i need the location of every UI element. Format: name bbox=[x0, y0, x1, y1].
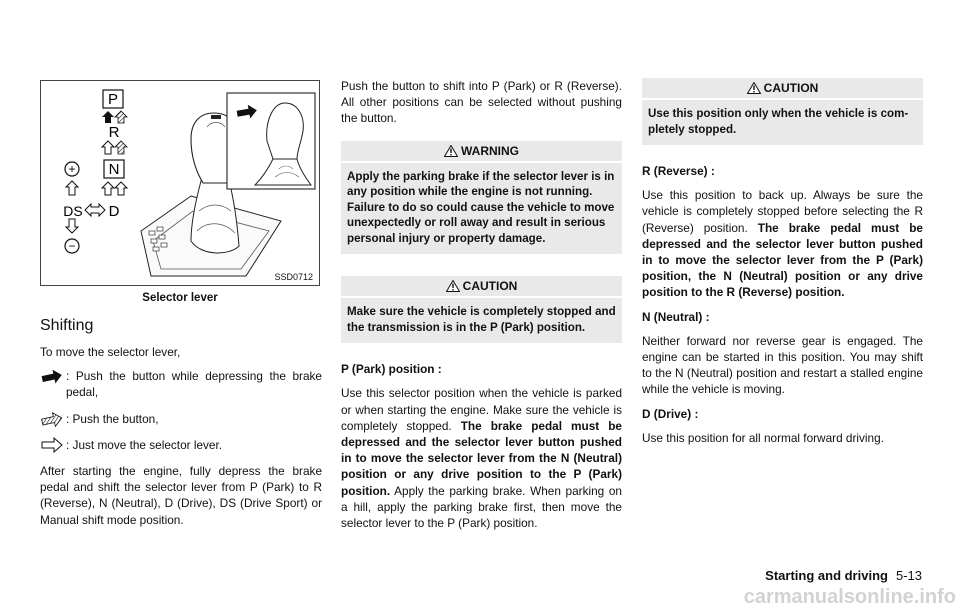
after-start-text: After starting the engine, fully depress the brake pedal and shift the selector lever from P (Park) to R (Reverse), N (Neutral), D (Drive), DS (Drive Sport) or Manual shift mode position. bbox=[40, 464, 322, 527]
warning-header bbox=[341, 141, 622, 163]
footer-section: Starting and driving bbox=[765, 568, 888, 583]
gear-r-label: R bbox=[108, 124, 120, 141]
caution-header-2 bbox=[642, 78, 923, 100]
legend-item-outline bbox=[40, 437, 322, 453]
column-3 bbox=[642, 78, 923, 454]
reverse-paragraph bbox=[642, 187, 923, 300]
filled-arrow-icon bbox=[40, 368, 66, 384]
hatched-arrow-icon bbox=[40, 411, 66, 427]
park-text-1: Use this selector position when the vehicle is parked or when starting the engine. Make sure the vehicle is completely stopped. bbox=[341, 386, 622, 433]
caution-box-1 bbox=[341, 276, 622, 343]
caution-header-1 bbox=[341, 276, 622, 298]
park-heading: P (Park) position : bbox=[341, 362, 442, 377]
outline-arrow-icon bbox=[40, 437, 66, 453]
caution-triangle-icon bbox=[446, 280, 460, 292]
push-button-text: Push the button to shift into P (Park) or R (Reverse). All other positions can be selected without pushing the button. bbox=[341, 79, 622, 126]
legend-item-hatched bbox=[40, 411, 322, 427]
gear-p-label: P bbox=[107, 91, 119, 108]
neutral-text: Neither forward nor reverse gear is engaged. The engine can be started in this position. You may shift to the N (Neutral) position and restart a stalled engine while the vehicle is moving. bbox=[642, 333, 923, 397]
manual-minus-label: − bbox=[68, 239, 76, 253]
gear-ds-label: DS bbox=[63, 203, 83, 219]
drive-heading: D (Drive) : bbox=[642, 406, 699, 421]
drive-text: Use this position for all normal forward driving. bbox=[642, 430, 884, 445]
manual-plus-label: + bbox=[68, 162, 76, 176]
caution-triangle-icon bbox=[747, 82, 761, 94]
selector-lever-illustration bbox=[41, 81, 319, 285]
legend-item-filled bbox=[40, 368, 322, 400]
watermark-text: carmanualsonline.info bbox=[743, 586, 956, 608]
gear-n-label: N bbox=[108, 161, 120, 178]
section-heading: Shifting bbox=[40, 317, 94, 334]
caution-title-2: CAUTION bbox=[763, 80, 819, 95]
reverse-text: Use this position to back up. Always be sure the vehicle is completely stopped before selecting the R (Reverse) position. bbox=[642, 188, 923, 235]
figure-code: SSD0712 bbox=[274, 272, 313, 282]
page-number: 5-13 bbox=[895, 568, 922, 583]
warning-body: Apply the parking brake if the selector lever is in any position while the engine is not running. Failure to do so could cause the vehicle to move unexpectedly or roll away and result in serious personal injury or property damage. bbox=[347, 169, 615, 245]
neutral-heading: N (Neutral) : bbox=[642, 309, 710, 324]
selector-lever-figure bbox=[40, 80, 320, 286]
intro-text: To move the selector lever, bbox=[40, 345, 181, 359]
warning-title: WARNING bbox=[461, 143, 519, 158]
park-text-bold: The brake pedal must be depressed and the selector lever button pushed in to move the selector lever from the N (Neutral) position or any drive position to the P (Park) position. bbox=[341, 418, 622, 498]
watermark-logo bbox=[720, 581, 960, 611]
figure-caption: Selector lever bbox=[142, 292, 218, 304]
gear-d-label: D bbox=[108, 203, 120, 220]
legend-text-filled: : Push the button while depressing the brake pedal, bbox=[66, 369, 322, 400]
column-1 bbox=[40, 344, 322, 536]
caution-body-2: Use this position only when the vehicle is com-pletely stopped. bbox=[648, 107, 909, 136]
caution-title-1: CAUTION bbox=[462, 279, 518, 293]
warning-triangle-icon bbox=[444, 145, 458, 157]
caution-body-1: Make sure the vehicle is completely stopped and the transmission is in the P (Park) position. bbox=[347, 305, 616, 334]
reverse-heading: R (Reverse) : bbox=[642, 164, 715, 178]
park-text-2: Apply the parking brake. When parking on a hill, apply the parking brake first, then move the selector lever to the P (Park) position. bbox=[341, 483, 622, 530]
column-2 bbox=[341, 78, 622, 539]
warning-box bbox=[341, 141, 622, 255]
park-paragraph bbox=[341, 385, 622, 531]
caution-box-2 bbox=[642, 78, 923, 145]
legend-text-hatched: : Push the button, bbox=[66, 411, 159, 426]
reverse-text-bold: The brake pedal must be depressed and the selector lever button pushed in to move the selector lever from the P (Park) position, the N (Neutral) position or any drive position to the R (Reverse) position. bbox=[642, 220, 923, 300]
legend-text-outline: : Just move the selector lever. bbox=[66, 437, 223, 452]
